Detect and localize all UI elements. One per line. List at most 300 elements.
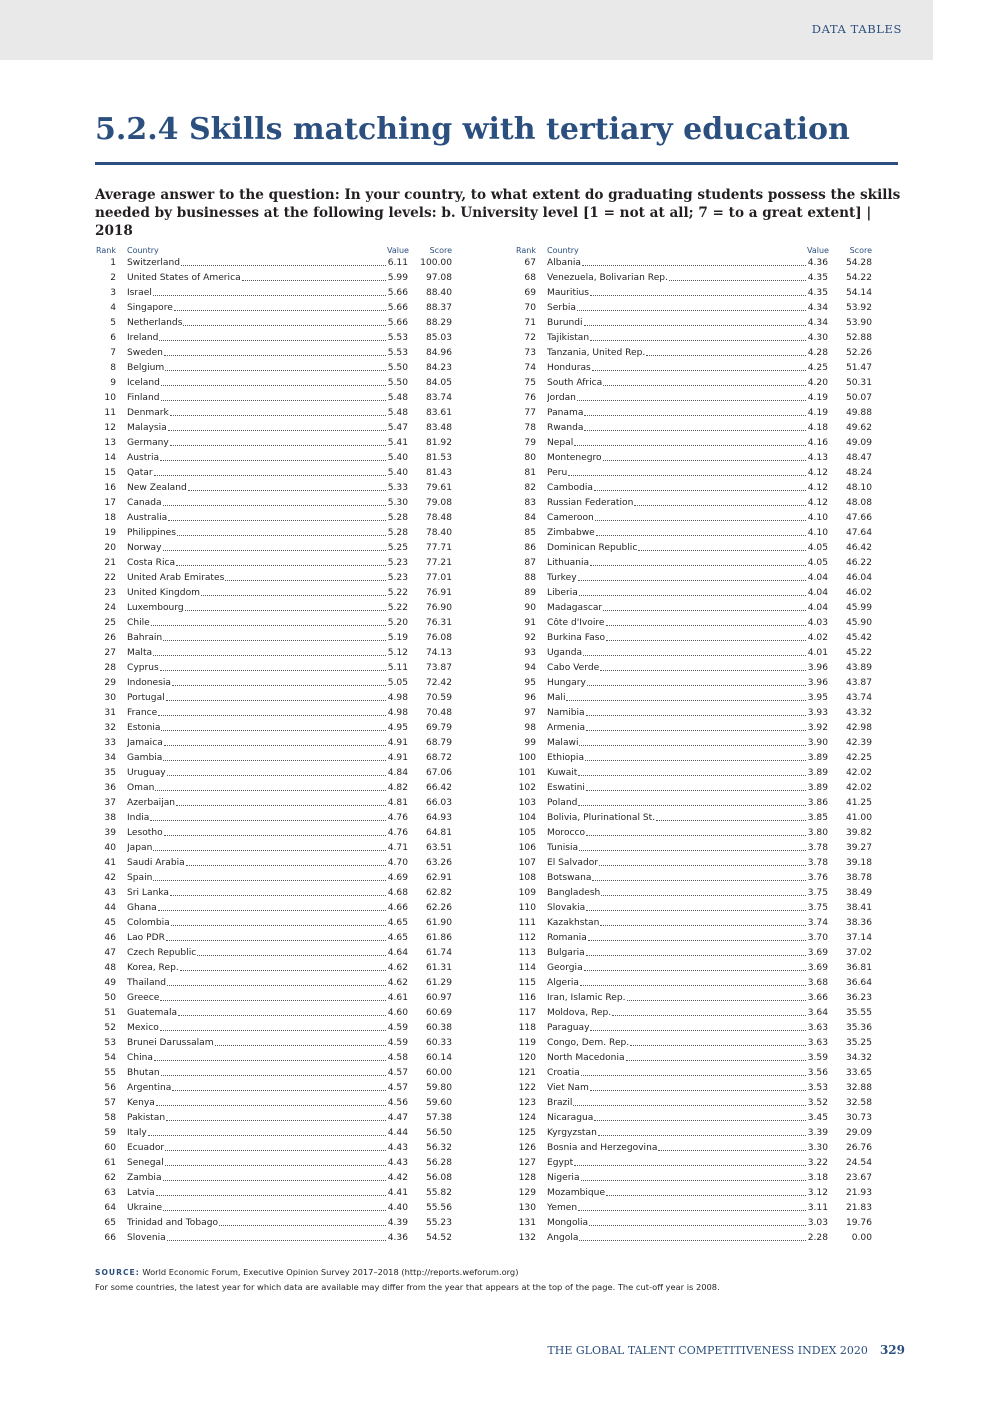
country-cell	[547, 663, 807, 673]
score-cell: 57.38	[425, 1112, 452, 1123]
country-cell	[127, 1008, 387, 1018]
country-name: Tanzania, United Rep.	[547, 347, 646, 358]
country-name: Moldova, Rep.	[547, 1007, 612, 1018]
score-cell: 66.03	[425, 797, 452, 808]
dot-leader	[606, 1195, 806, 1196]
table-row	[90, 390, 488, 405]
value-cell: 4.42	[387, 1172, 408, 1183]
country-cell	[127, 423, 387, 433]
country-name: Trinidad and Tobago	[127, 1217, 219, 1228]
dot-leader	[595, 520, 806, 521]
rank-cell: 82	[524, 482, 536, 493]
country-cell	[547, 963, 807, 973]
rank-cell: 36	[104, 782, 116, 793]
rank-cell: 61	[104, 1157, 116, 1168]
country-name: Belgium	[127, 362, 165, 373]
dot-leader	[573, 1105, 806, 1106]
score-cell: 67.06	[425, 767, 452, 778]
table-row	[510, 1050, 908, 1065]
country-name: Panama	[547, 407, 584, 418]
score-cell: 49.88	[845, 407, 872, 418]
country-cell	[127, 1023, 387, 1033]
country-name: Armenia	[547, 722, 586, 733]
dot-leader	[164, 355, 386, 356]
dot-leader	[584, 415, 806, 416]
value-cell: 4.05	[807, 557, 828, 568]
dot-leader	[156, 1105, 386, 1106]
value-cell: 4.04	[807, 602, 828, 613]
country-cell	[127, 453, 387, 463]
country-name: Egypt	[547, 1157, 574, 1168]
value-cell: 5.22	[387, 587, 408, 598]
table-row	[90, 405, 488, 420]
table-row	[510, 1110, 908, 1125]
table-row	[510, 330, 908, 345]
table-row	[510, 780, 908, 795]
country-cell	[547, 1188, 807, 1198]
score-cell: 34.32	[845, 1052, 872, 1063]
table-row	[90, 1125, 488, 1140]
score-cell: 88.29	[425, 317, 452, 328]
table-row	[90, 780, 488, 795]
country-name: Serbia	[547, 302, 576, 313]
country-cell	[127, 858, 387, 868]
dot-leader	[219, 1225, 386, 1226]
score-cell: 63.51	[425, 842, 452, 853]
dot-leader	[580, 985, 806, 986]
country-cell	[547, 618, 807, 628]
table-row	[90, 930, 488, 945]
country-name: Cyprus	[127, 662, 159, 673]
value-cell: 4.71	[387, 842, 408, 853]
country-name: Canada	[127, 497, 162, 508]
dot-leader	[158, 715, 386, 716]
value-cell: 3.90	[807, 737, 828, 748]
country-cell	[127, 768, 387, 778]
score-cell: 46.04	[845, 572, 872, 583]
dot-leader	[590, 295, 806, 296]
country-name: Hungary	[547, 677, 586, 688]
country-name: Latvia	[127, 1187, 155, 1198]
dot-leader	[606, 640, 806, 641]
value-cell: 3.52	[807, 1097, 828, 1108]
value-cell: 5.66	[387, 302, 408, 313]
rank-cell: 32	[104, 722, 116, 733]
country-name: Malta	[127, 647, 153, 658]
score-cell: 59.60	[425, 1097, 452, 1108]
rank-cell: 116	[518, 992, 536, 1003]
country-cell	[547, 288, 807, 298]
value-cell: 3.96	[807, 677, 828, 688]
rank-cell: 14	[104, 452, 116, 463]
value-cell: 3.80	[807, 827, 828, 838]
score-cell: 83.61	[425, 407, 452, 418]
value-cell: 3.56	[807, 1067, 828, 1078]
rank-cell: 35	[104, 767, 116, 778]
dot-leader	[603, 385, 806, 386]
score-cell: 38.78	[845, 872, 872, 883]
country-name: Colombia	[127, 917, 170, 928]
score-cell: 77.71	[425, 542, 452, 553]
dot-leader	[167, 1240, 386, 1241]
rank-header: Rank	[516, 246, 536, 255]
value-cell: 4.34	[807, 317, 828, 328]
country-cell	[547, 708, 807, 718]
dot-leader	[574, 1165, 806, 1166]
dot-leader	[163, 1180, 386, 1181]
rank-cell: 81	[524, 467, 536, 478]
country-name: Oman	[127, 782, 155, 793]
rank-cell: 64	[104, 1202, 116, 1213]
table-row	[510, 1140, 908, 1155]
rank-cell: 26	[104, 632, 116, 643]
country-cell	[127, 1068, 387, 1078]
country-name: Costa Rica	[127, 557, 176, 568]
score-cell: 62.82	[425, 887, 452, 898]
dot-leader	[161, 1075, 386, 1076]
country-cell	[547, 528, 807, 538]
country-cell	[547, 993, 807, 1003]
dot-leader	[188, 490, 386, 491]
dot-leader	[225, 580, 386, 581]
country-name: Malaysia	[127, 422, 167, 433]
table-row	[90, 630, 488, 645]
country-cell	[127, 438, 387, 448]
dot-leader	[589, 1225, 806, 1226]
rank-cell: 83	[524, 497, 536, 508]
value-cell: 3.93	[807, 707, 828, 718]
dot-leader	[167, 985, 386, 986]
table-row	[510, 1005, 908, 1020]
rank-cell: 87	[524, 557, 536, 568]
rank-cell: 97	[524, 707, 536, 718]
score-cell: 84.96	[425, 347, 452, 358]
rank-cell: 92	[524, 632, 536, 643]
table-row	[90, 1065, 488, 1080]
country-cell	[127, 1203, 387, 1213]
dot-leader	[153, 655, 386, 656]
country-name: Burundi	[547, 317, 583, 328]
country-name: Namibia	[547, 707, 585, 718]
dot-leader	[161, 385, 386, 386]
table-row	[90, 795, 488, 810]
country-name: Jamaica	[127, 737, 163, 748]
page-title: 5.2.4 Skills matching with tertiary education	[95, 112, 850, 147]
country-cell	[127, 303, 387, 313]
rank-cell: 96	[524, 692, 536, 703]
dot-leader	[165, 1165, 386, 1166]
footer-notes	[95, 1265, 915, 1295]
rank-cell: 12	[104, 422, 116, 433]
rank-cell: 70	[524, 302, 536, 313]
dot-leader	[577, 310, 806, 311]
value-cell: 5.33	[387, 482, 408, 493]
country-cell	[547, 648, 807, 658]
value-cell: 5.41	[387, 437, 408, 448]
score-cell: 38.49	[845, 887, 872, 898]
country-cell	[547, 1158, 807, 1168]
value-cell: 4.28	[807, 347, 828, 358]
value-cell: 4.10	[807, 527, 828, 538]
country-name: Honduras	[547, 362, 591, 373]
country-cell	[127, 723, 387, 733]
value-cell: 4.13	[807, 452, 828, 463]
country-cell	[127, 888, 387, 898]
score-cell: 60.38	[425, 1022, 452, 1033]
table-row	[510, 600, 908, 615]
rank-cell: 54	[104, 1052, 116, 1063]
rank-cell: 41	[104, 857, 116, 868]
country-cell	[127, 513, 387, 523]
score-cell: 21.93	[845, 1187, 872, 1198]
country-name: Algeria	[547, 977, 579, 988]
country-name: Rwanda	[547, 422, 584, 433]
dot-leader	[600, 670, 806, 671]
table-row	[90, 900, 488, 915]
table-row	[90, 570, 488, 585]
country-cell	[127, 1098, 387, 1108]
dot-leader	[579, 595, 806, 596]
score-cell: 30.73	[845, 1112, 872, 1123]
score-cell: 81.43	[425, 467, 452, 478]
value-cell: 3.69	[807, 962, 828, 973]
dot-leader	[638, 550, 806, 551]
country-name: Paraguay	[547, 1022, 590, 1033]
country-cell	[547, 1143, 807, 1153]
table-row	[510, 1215, 908, 1230]
country-cell	[127, 468, 387, 478]
country-cell	[127, 693, 387, 703]
country-name: Croatia	[547, 1067, 580, 1078]
table-row	[510, 375, 908, 390]
value-cell: 4.64	[387, 947, 408, 958]
table-row	[90, 1095, 488, 1110]
value-cell: 4.43	[387, 1142, 408, 1153]
value-cell: 5.11	[387, 662, 408, 673]
country-name: Cambodia	[547, 482, 593, 493]
rank-cell: 132	[518, 1232, 536, 1243]
dot-leader	[594, 1120, 806, 1121]
value-cell: 4.62	[387, 977, 408, 988]
country-cell	[547, 1083, 807, 1093]
country-cell	[127, 1053, 387, 1063]
country-name: Nigeria	[547, 1172, 580, 1183]
score-cell: 60.33	[425, 1037, 452, 1048]
dot-leader	[626, 1060, 806, 1061]
value-cell: 4.56	[387, 1097, 408, 1108]
country-cell	[547, 588, 807, 598]
table-row	[510, 960, 908, 975]
rank-cell: 49	[104, 977, 116, 988]
score-cell: 55.56	[425, 1202, 452, 1213]
dot-leader	[177, 535, 386, 536]
value-cell: 4.43	[387, 1157, 408, 1168]
score-cell: 45.22	[845, 647, 872, 658]
country-cell	[127, 753, 387, 763]
score-cell: 60.69	[425, 1007, 452, 1018]
table-row	[510, 285, 908, 300]
rank-cell: 90	[524, 602, 536, 613]
table-row	[90, 945, 488, 960]
country-name: Uruguay	[127, 767, 166, 778]
table-row	[510, 1020, 908, 1035]
table-row	[90, 420, 488, 435]
score-cell: 36.23	[845, 992, 872, 1003]
score-cell: 64.81	[425, 827, 452, 838]
country-cell	[547, 1173, 807, 1183]
country-name: Sweden	[127, 347, 163, 358]
rank-cell: 78	[524, 422, 536, 433]
country-name: Ethiopia	[547, 752, 585, 763]
value-cell: 4.30	[807, 332, 828, 343]
country-cell	[127, 1233, 387, 1243]
country-cell	[127, 903, 387, 913]
rank-cell: 123	[518, 1097, 536, 1108]
score-cell: 38.41	[845, 902, 872, 913]
table-row	[90, 450, 488, 465]
value-cell: 4.76	[387, 812, 408, 823]
country-cell	[127, 1158, 387, 1168]
score-cell: 68.72	[425, 752, 452, 763]
score-cell: 32.58	[845, 1097, 872, 1108]
value-cell: 5.66	[387, 287, 408, 298]
dot-leader	[578, 1210, 806, 1211]
value-cell: 5.28	[387, 527, 408, 538]
value-cell: 4.59	[387, 1022, 408, 1033]
value-cell: 5.99	[387, 272, 408, 283]
dot-leader	[566, 700, 806, 701]
score-cell: 43.74	[845, 692, 872, 703]
rank-cell: 65	[104, 1217, 116, 1228]
country-name: Poland	[547, 797, 578, 808]
score-cell: 79.08	[425, 497, 452, 508]
dot-leader	[180, 970, 386, 971]
score-cell: 62.91	[425, 872, 452, 883]
country-cell	[547, 768, 807, 778]
table-row	[510, 885, 908, 900]
rank-cell: 34	[104, 752, 116, 763]
score-cell: 100.00	[420, 257, 452, 268]
value-cell: 4.68	[387, 887, 408, 898]
country-name: Spain	[127, 872, 153, 883]
country-cell	[127, 948, 387, 958]
table-row	[90, 255, 488, 270]
value-cell: 3.70	[807, 932, 828, 943]
value-cell: 3.64	[807, 1007, 828, 1018]
rank-cell: 17	[104, 497, 116, 508]
dot-leader	[168, 430, 386, 431]
country-name: Madagascar	[547, 602, 603, 613]
country-name: Morocco	[547, 827, 586, 838]
rank-cell: 121	[518, 1067, 536, 1078]
dot-leader	[164, 745, 386, 746]
score-cell: 45.42	[845, 632, 872, 643]
country-cell	[127, 498, 387, 508]
table-row	[90, 555, 488, 570]
country-cell	[127, 348, 387, 358]
value-cell: 4.05	[807, 542, 828, 553]
table-row	[510, 1185, 908, 1200]
country-name: Uganda	[547, 647, 583, 658]
score-cell: 61.90	[425, 917, 452, 928]
country-name: Germany	[127, 437, 169, 448]
country-cell	[127, 678, 387, 688]
dot-leader	[578, 805, 806, 806]
country-name: Zimbabwe	[547, 527, 595, 538]
rank-cell: 104	[518, 812, 536, 823]
country-name: Peru	[547, 467, 568, 478]
country-cell	[547, 798, 807, 808]
score-cell: 42.25	[845, 752, 872, 763]
value-cell: 4.61	[387, 992, 408, 1003]
dot-leader	[176, 805, 386, 806]
table-row	[510, 855, 908, 870]
score-cell: 49.62	[845, 422, 872, 433]
dot-leader	[669, 280, 806, 281]
table-row	[90, 465, 488, 480]
value-cell: 4.19	[807, 392, 828, 403]
rank-cell: 103	[518, 797, 536, 808]
table-row	[90, 345, 488, 360]
dot-leader	[579, 850, 806, 851]
score-cell: 70.59	[425, 692, 452, 703]
score-cell: 78.48	[425, 512, 452, 523]
score-cell: 36.81	[845, 962, 872, 973]
dot-leader	[170, 445, 386, 446]
country-name: Kuwait	[547, 767, 578, 778]
rank-cell: 28	[104, 662, 116, 673]
country-cell	[127, 813, 387, 823]
score-cell: 88.37	[425, 302, 452, 313]
rank-cell: 23	[104, 587, 116, 598]
value-cell: 5.19	[387, 632, 408, 643]
dot-leader	[630, 1045, 806, 1046]
rank-cell: 89	[524, 587, 536, 598]
value-cell: 3.89	[807, 752, 828, 763]
score-cell: 81.53	[425, 452, 452, 463]
value-cell: 4.41	[387, 1187, 408, 1198]
country-cell	[127, 993, 387, 1003]
country-cell	[127, 408, 387, 418]
dot-leader	[154, 475, 386, 476]
score-cell: 50.07	[845, 392, 872, 403]
dot-leader	[603, 460, 806, 461]
dot-leader	[579, 745, 806, 746]
value-cell: 3.66	[807, 992, 828, 1003]
value-cell: 3.92	[807, 722, 828, 733]
country-name: Nepal	[547, 437, 574, 448]
score-cell: 61.74	[425, 947, 452, 958]
table-row	[510, 630, 908, 645]
country-cell	[127, 663, 387, 673]
score-cell: 39.82	[845, 827, 872, 838]
rank-cell: 128	[518, 1172, 536, 1183]
value-cell: 3.75	[807, 902, 828, 913]
country-cell	[127, 1143, 387, 1153]
table-row	[510, 525, 908, 540]
rank-cell: 8	[110, 362, 116, 373]
table-row	[510, 930, 908, 945]
dot-leader	[160, 460, 386, 461]
rank-cell: 125	[518, 1127, 536, 1138]
country-name: Australia	[127, 512, 168, 523]
score-cell: 29.09	[845, 1127, 872, 1138]
table-row	[510, 765, 908, 780]
value-cell: 4.36	[807, 257, 828, 268]
score-cell: 53.92	[845, 302, 872, 313]
country-cell	[127, 528, 387, 538]
table-row	[90, 495, 488, 510]
